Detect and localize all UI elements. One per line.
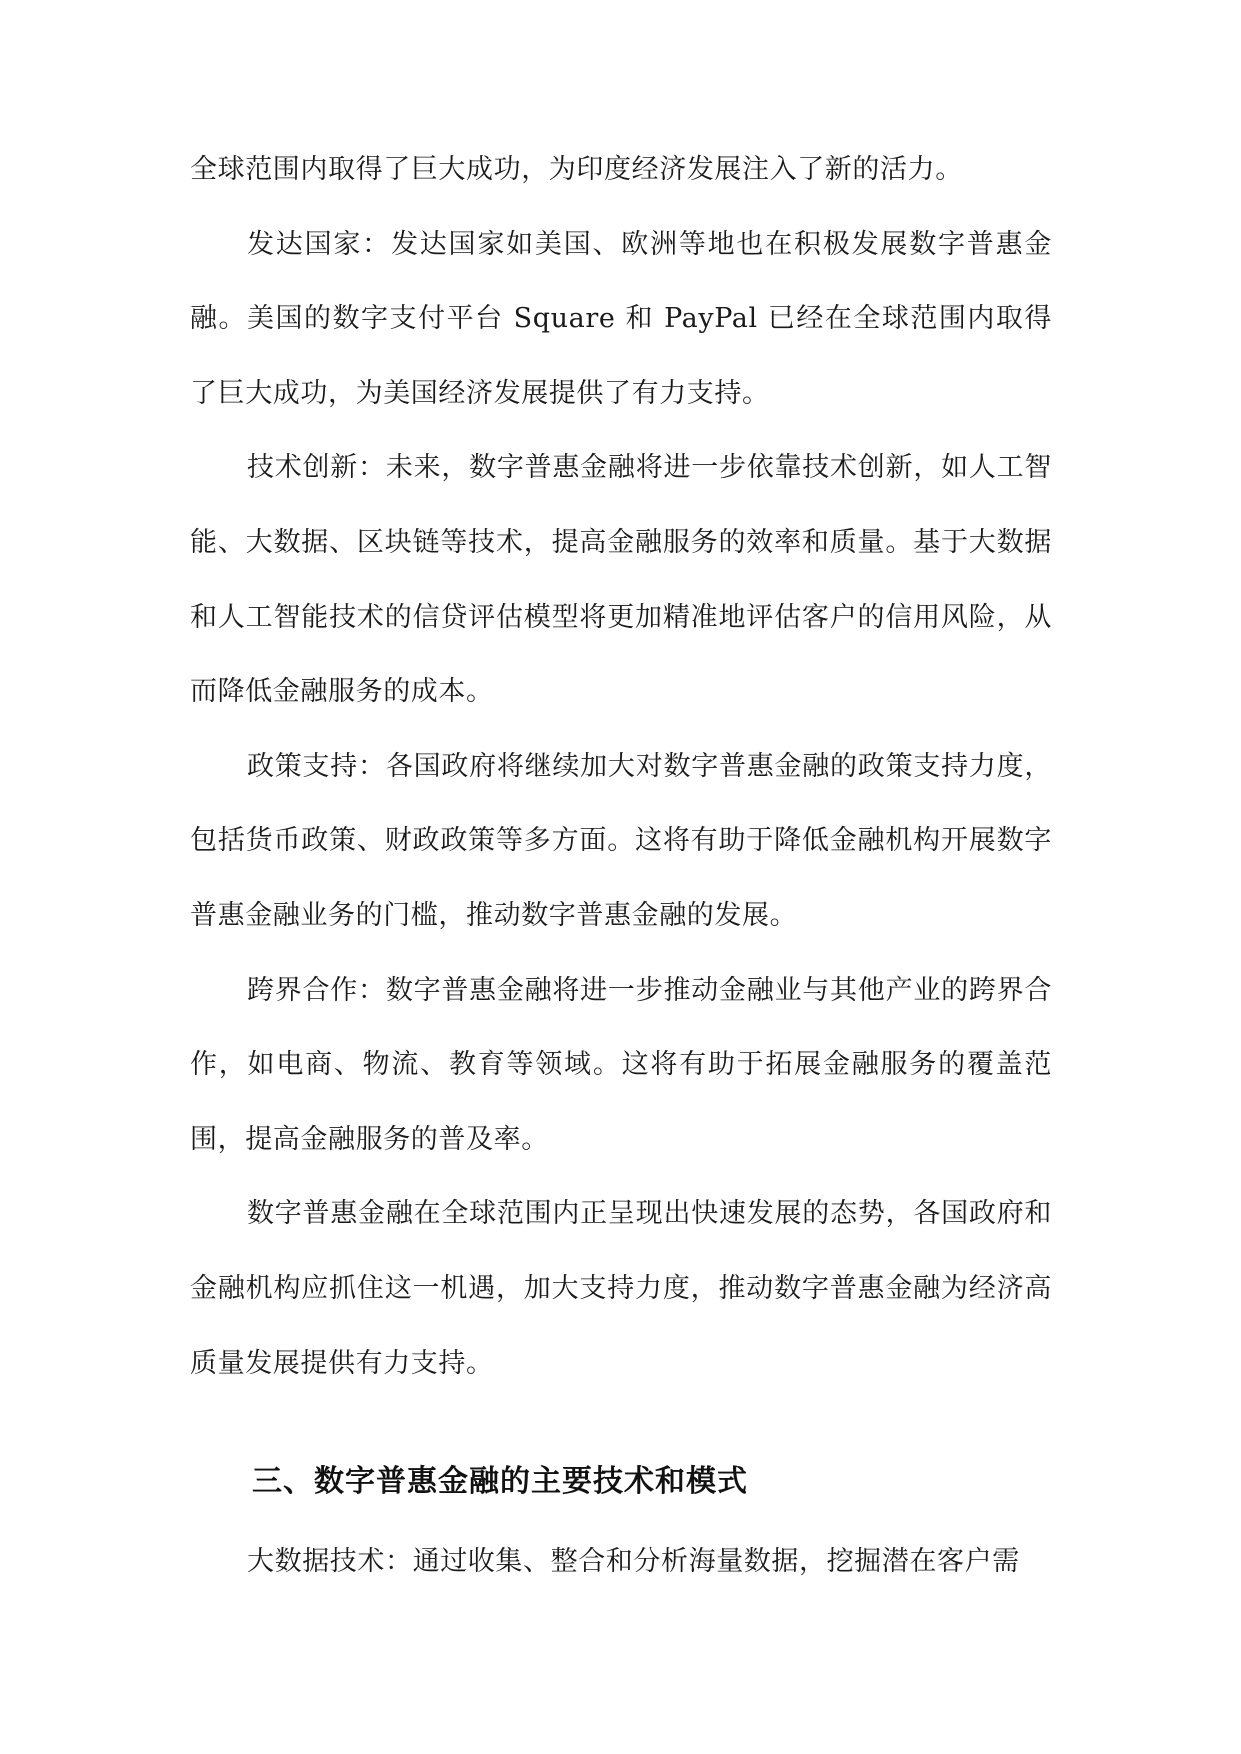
document-page xyxy=(190,133,1052,1600)
paragraph-continued: 全球范围内取得了巨大成功，为印度经济发展注入了新的活力。 xyxy=(190,154,963,185)
paragraph-developed-countries: 发达国家：发达国家如美国、欧洲等地也在积极发展数字普惠金融。美国的数字支付平台 Square 和 PayPal 已经在全球范围内取得了巨大成功，为美国经济发展提供了有力支持。 xyxy=(190,228,1052,409)
paragraph-policy-support: 政策支持：各国政府将继续加大对数字普惠金融的政策支持力度，包括货币政策、财政政策等多方面。这将有助于降低金融机构开展数字普惠金融业务的门槛，推动数字普惠金融的发展。 xyxy=(190,750,1052,931)
paragraph-big-data: 大数据技术：通过收集、整合和分析海量数据，挖掘潜在客户需 xyxy=(247,1546,1020,1578)
paragraph-cross-sector: 跨界合作：数字普惠金融将进一步推动金融业与其他产业的跨界合作，如电商、物流、教育等领域。这将有助于拓展金融服务的覆盖范围，提高金融服务的普及率。 xyxy=(190,974,1052,1155)
paragraph-tech-innovation: 技术创新：未来，数字普惠金融将进一步依靠技术创新，如人工智能、大数据、区块链等技术，提高金融服务的效率和质量。基于大数据和人工智能技术的信贷评估模型将更加精准地评估客户的信用风险，从而降低金融服务的成本。 xyxy=(190,452,1052,708)
paragraph-conclusion: 数字普惠金融在全球范围内正呈现出快速发展的态势，各国政府和金融机构应抓住这一机遇，加大支持力度，推动数字普惠金融为经济高质量发展提供有力支持。 xyxy=(190,1198,1052,1379)
section-heading: 三、数字普惠金融的主要技术和模式 xyxy=(252,1464,748,1500)
